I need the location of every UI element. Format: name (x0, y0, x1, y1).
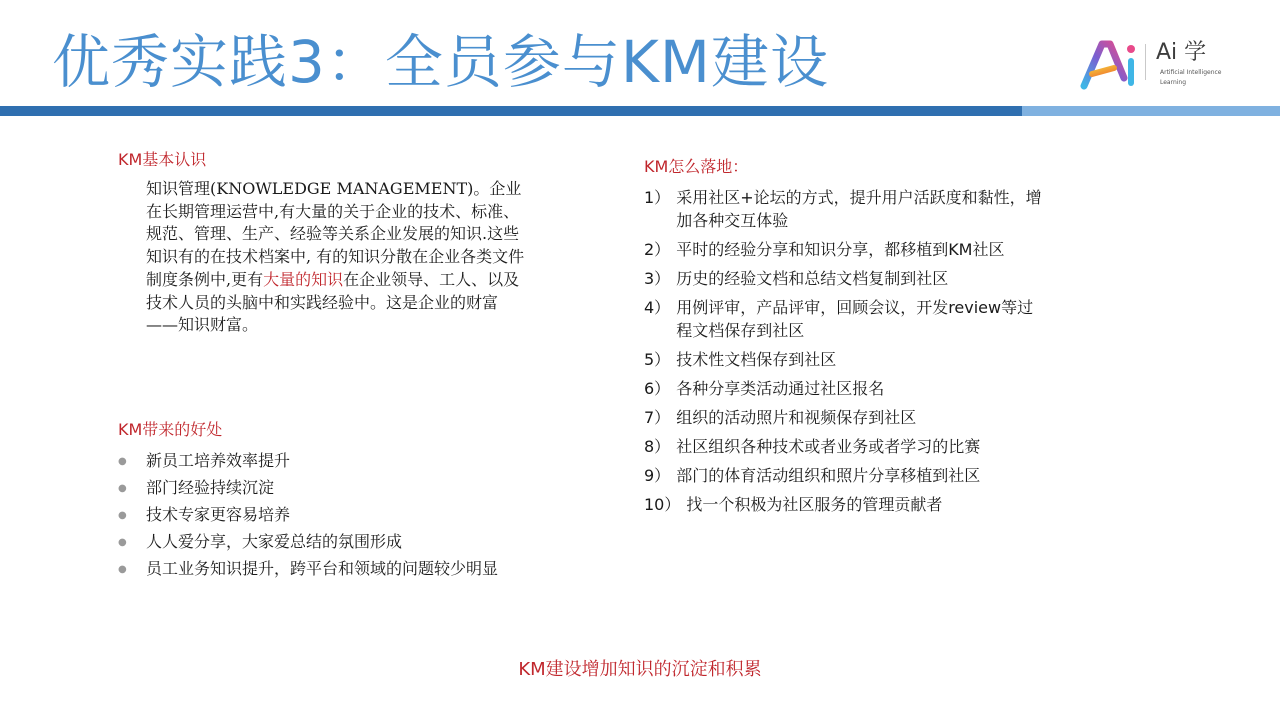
step-item (644, 238, 1044, 261)
bullet-icon: ● (118, 456, 127, 467)
step-item (644, 348, 1044, 371)
title-divider-bar (0, 106, 1280, 116)
step-text: 平时的经验分享和知识分享，都移植到KM社区 (676, 240, 1005, 259)
step-item (644, 296, 1044, 342)
step-item (644, 406, 1044, 429)
step-number: 8） (644, 437, 671, 456)
step-text: 采用社区+论坛的方式，提升用户活跃度和黏性，增加各种交互体验 (676, 188, 1042, 230)
step-text: 找一个积极为社区服务的管理贡献者 (686, 495, 943, 514)
slide-title: 优秀实践3：全员参与KM建设 (52, 28, 829, 96)
step-number: 3） (644, 269, 671, 288)
title-bar-light-segment (1022, 106, 1280, 116)
km-landing-heading: KM怎么落地： (644, 157, 749, 176)
ai-logo-icon (1080, 38, 1138, 90)
benefit-text: 部门经验持续沉淀 (146, 478, 275, 497)
logo-subtitle-line2: Learning (1160, 79, 1187, 86)
bullet-icon: ● (118, 510, 127, 521)
step-item (644, 464, 1044, 487)
bullet-icon: ● (118, 537, 127, 548)
step-text: 用例评审，产品评审，回顾会议，开发review等过程文档保存到社区 (676, 298, 1034, 340)
km-basic-heading: KM基本认识 (118, 150, 207, 169)
benefit-text: 新员工培养效率提升 (146, 451, 291, 470)
benefit-item (112, 531, 532, 553)
step-text: 技术性文档保存到社区 (676, 350, 837, 369)
km-basic-text-part2: 在企业领导、工人、以及技术人员的头脑中和实践经验中。这是企业的财富——知识财富。 (146, 269, 520, 335)
km-basic-highlight: 大量的知识 (263, 269, 344, 289)
step-number: 5） (644, 350, 671, 369)
step-item (644, 377, 1044, 400)
step-text: 组织的活动照片和视频保存到社区 (676, 408, 917, 427)
step-item (644, 267, 1044, 290)
km-landing-steps-list (644, 186, 1044, 522)
step-text: 各种分享类活动通过社区报名 (676, 379, 885, 398)
title-bar-dark-segment (0, 106, 1022, 116)
step-item (644, 493, 1044, 516)
step-text: 历史的经验文档和总结文档复制到社区 (676, 269, 949, 288)
step-item (644, 186, 1044, 232)
km-basic-text-part1: 知识管理(KNOWLEDGE MANAGEMENT)。企业在长期管理运营中,有大量的关于企业的技术、标准、规范、管理、生产、经验等关系企业发展的知识.这些知识有的在技术档案中, 有的知识分散在企业各类文件制度条例中,更有 (146, 179, 525, 289)
step-number: 9） (644, 466, 671, 485)
step-number: 1） (644, 188, 671, 207)
km-benefits-heading: KM带来的好处 (118, 420, 223, 439)
step-number: 4） (644, 298, 671, 317)
logo-separator (1145, 44, 1146, 80)
step-number: 2） (644, 240, 671, 259)
step-number: 7） (644, 408, 671, 427)
benefit-item (112, 558, 516, 580)
step-text: 部门的体育活动组织和照片分享移植到社区 (676, 466, 981, 485)
bullet-icon: ● (118, 564, 127, 575)
step-number: 6） (644, 379, 671, 398)
km-benefits-list (112, 450, 532, 585)
benefit-item (112, 477, 532, 499)
ai-xue-logo (1080, 38, 1230, 90)
benefit-text: 技术专家更容易培养 (146, 505, 291, 524)
logo-brand-text: Ai 学 (1156, 40, 1207, 65)
benefit-text: 人人爱分享，大家爱总结的氛围形成 (146, 532, 403, 551)
logo-subtitle-line1: Artificial Intelligence (1160, 69, 1222, 76)
footer-summary: KM建设增加知识的沉淀和积累 (518, 659, 762, 680)
benefit-item (112, 450, 532, 472)
bullet-icon: ● (118, 483, 127, 494)
km-basic-paragraph (146, 178, 526, 337)
step-number: 10） (644, 495, 681, 514)
benefit-item (112, 504, 532, 526)
step-item (644, 435, 1044, 458)
step-text: 社区组织各种技术或者业务或者学习的比赛 (676, 437, 981, 456)
benefit-text: 员工业务知识提升，跨平台和领域的问题较少明显 (146, 559, 499, 578)
